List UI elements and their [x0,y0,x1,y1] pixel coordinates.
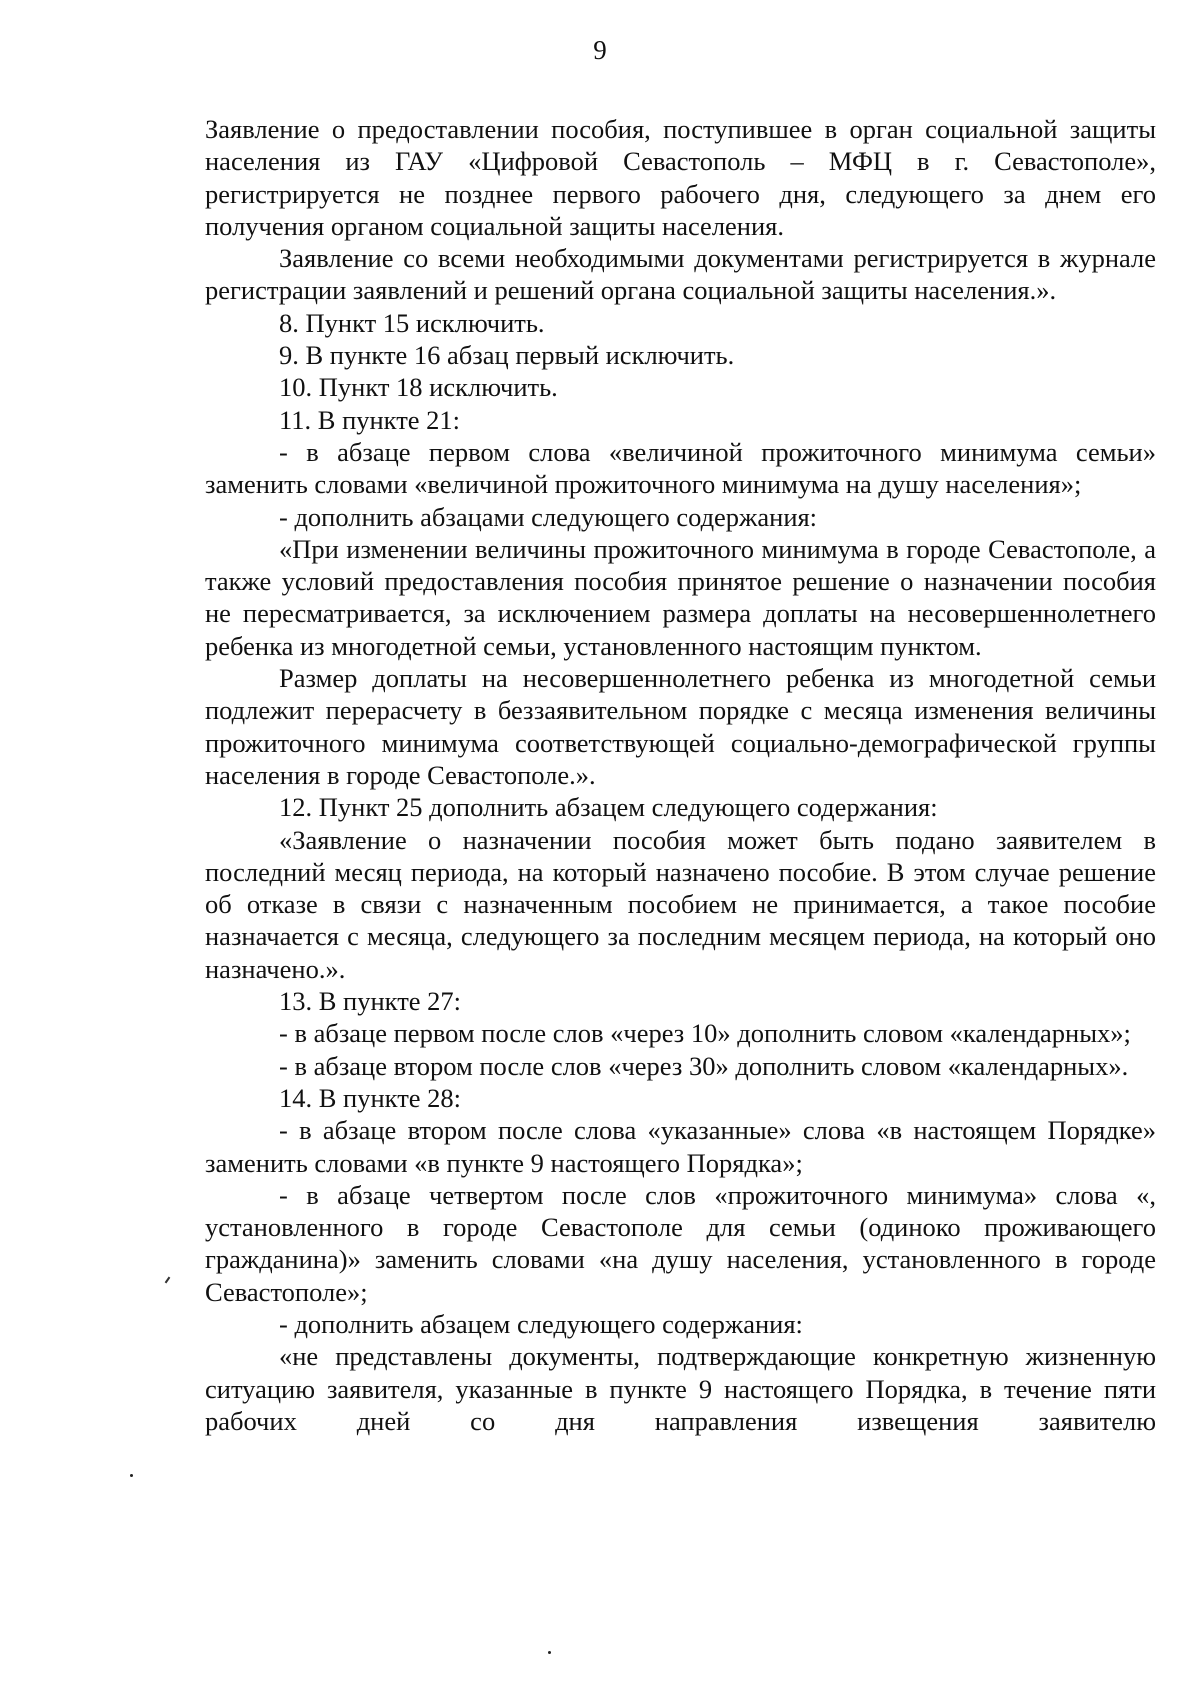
item-13-subitem-1: - в абзаце первом после слов «через 10» дополнить словом «календарных»; [279,1018,1131,1049]
quoted-paragraph-documents-not-provided: «не представлены документы, подтверждающие конкретную жизненную ситуацию заявителя, указанные в пункте 9 настоящего Порядка, в течение пяти рабочих дней со дня направления извещения заявителю [205,1341,1156,1436]
paragraph-journal-registration: Заявление со всеми необходимыми документами регистрируется в журнале регистрации заявлений и решений органа социальной защиты населения.». [205,243,1156,306]
item-14-subitem-2: - в абзаце четвертом после слов «прожиточного минимума» слова «, установленного в городе Севастополе для семьи (одиноко проживающего гражданина)» заменить словами «на душу населения, установленного в городе Севастополе»; [205,1179,1156,1307]
item-11-subitem-2: - дополнить абзацами следующего содержания: [279,501,818,532]
item-10: 10. Пункт 18 исключить. [279,372,558,403]
scan-speck [165,1277,171,1284]
scan-speck [548,1651,551,1654]
quoted-paragraph-minimum-change: «При изменении величины прожиточного минимума в городе Севастополе, а также условий предоставления пособия принятое решение о назначении пособия не пересматривается, за исключением размера доплаты на несовершеннолетнего ребенка из многодетной семьи, установленного настоящим пунктом. [205,533,1156,661]
item-11-subitem-1: - в абзаце первом слова «величиной прожиточного минимума семьи» заменить словами «величиной прожиточного минимума на душу населения»; [205,436,1156,500]
paragraph-application-registration: Заявление о предоставлении пособия, поступившее в орган социальной защиты населения из ГАУ «Цифровой Севастополь – МФЦ в г. Севастополе», регистрируется не позднее первого рабочего дня, следующего за днем его получения органом социальной защиты населения. [205,114,1156,241]
item-13-heading: 13. В пункте 27: [279,986,462,1017]
page-number: 9 [593,35,607,65]
quoted-paragraph-application-last-month: «Заявление о назначении пособия может быть подано заявителем в последний месяц периода, на который назначено пособие. В этом случае решение об отказе в связи с назначенным пособием не принимается, а такое пособие назначается с месяца, следующего за последним месяцем периода, на который оно назначено.». [205,824,1156,984]
document-body [205,113,1156,1437]
item-14-heading: 14. В пункте 28: [279,1082,462,1113]
item-14-subitem-1: - в абзаце втором после слова «указанные» слова «в настоящем Порядке» заменить словами «в пункте 9 настоящего Порядка»; [205,1115,1156,1178]
item-12: 12. Пункт 25 дополнить абзацем следующего содержания: [279,792,938,823]
item-11-heading: 11. В пункте 21: [279,404,461,435]
scan-speck [130,1474,133,1477]
item-8: 8. Пункт 15 исключить. [279,307,545,338]
item-14-subitem-3: - дополнить абзацем следующего содержания: [279,1308,803,1339]
quoted-paragraph-surcharge-recalc: Размер доплаты на несовершеннолетнего ребенка из многодетной семьи подлежит перерасчету в беззаявительном порядке с месяца изменения величины прожиточного минимума соответствующей социально-демографической группы населения в городе Севастополе.». [205,663,1156,790]
item-9: 9. В пункте 16 абзац первый исключить. [279,340,735,371]
item-13-subitem-2: - в абзаце втором после слов «через 30» дополнить словом «календарных». [279,1050,1129,1081]
